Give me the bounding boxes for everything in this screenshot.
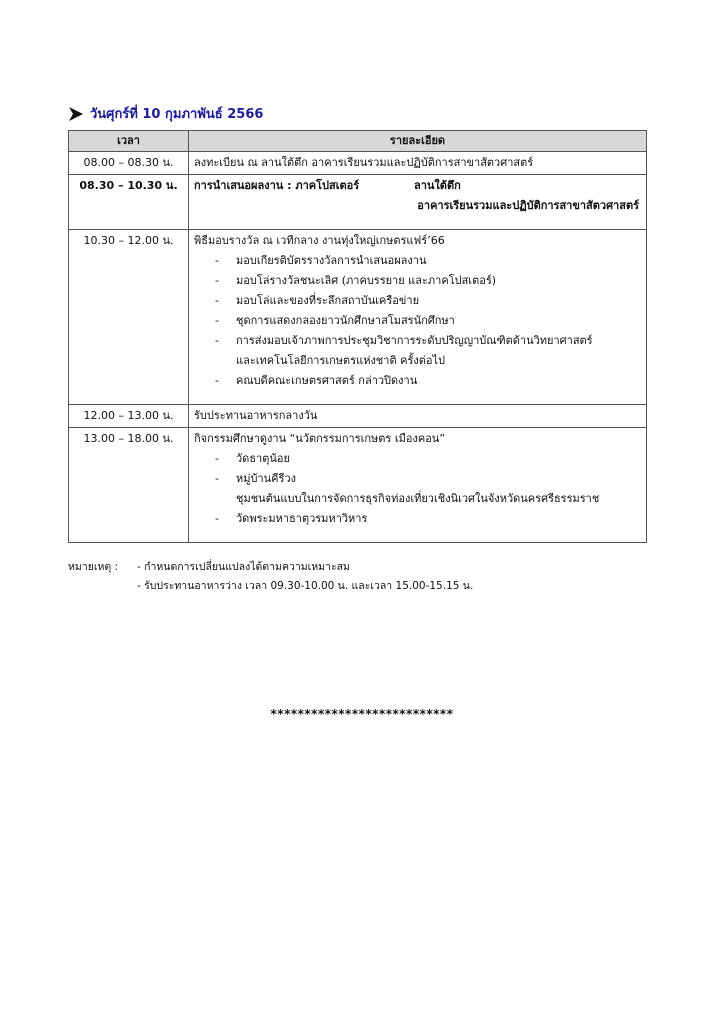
table-row xyxy=(69,405,647,428)
list-item: - วัดธาตุน้อย xyxy=(212,449,641,469)
list-item: - มอบโล่รางวัลชนะเลิศ (ภาคบรรยาย และภาคโปสเตอร์) xyxy=(212,271,641,291)
day-heading xyxy=(68,103,263,124)
schedule-table xyxy=(68,130,647,543)
poster-session-building: อาคารเรียนรวมและปฏิบัติการสาขาสัตวศาสตร์ xyxy=(417,199,639,212)
table-row xyxy=(69,152,647,175)
table-row xyxy=(69,175,647,230)
list-item-text: หมู่บ้านคีรีวง xyxy=(236,472,296,485)
details-cell: รับประทานอาหารกลางวัน xyxy=(189,405,647,428)
list-item: - ชุดการแสดงกลองยาวนักศึกษาสโมสรนักศึกษา xyxy=(212,311,641,331)
list-item: - คณบดีคณะเกษตรศาสตร์ กล่าวปิดงาน xyxy=(212,371,641,391)
poster-session-topic: การนำเสนอผลงาน : ภาคโปสเตอร์ xyxy=(194,179,360,192)
time-cell: 12.00 – 13.00 น. xyxy=(69,405,189,428)
poster-session-place: ลานใต้ตึก xyxy=(414,179,461,192)
details-cell: ลงทะเบียน ณ ลานใต้ตึก อาคารเรียนรวมและปฏิบัติการสาขาสัตวศาสตร์ xyxy=(189,152,647,175)
study-visit-title: กิจกรรมศึกษาดูงาน “นวัตกรรมการเกษตร เมืองคอน” xyxy=(194,432,446,445)
list-item xyxy=(212,469,641,509)
list-item: - มอบโล่และของที่ระลึกสถาบันเครือข่าย xyxy=(212,291,641,311)
end-separator: *************************** xyxy=(270,707,454,721)
column-header-time: เวลา xyxy=(69,131,189,152)
time-cell: 08.00 – 08.30 น. xyxy=(69,152,189,175)
list-item: - มอบเกียรติบัตรรางวัลการนำเสนอผลงาน xyxy=(212,251,641,271)
list-item: - วัดพระมหาธาตุวรมหาวิหาร xyxy=(212,509,641,529)
day-heading-text: วันศุกร์ที่ 10 กุมภาพันธ์ 2566 xyxy=(90,107,264,122)
study-visit-items xyxy=(194,449,641,529)
details-cell xyxy=(189,230,647,405)
time-cell: 13.00 – 18.00 น. xyxy=(69,428,189,543)
table-row xyxy=(69,428,647,543)
notes-label: หมายเหตุ : xyxy=(68,561,119,573)
notes xyxy=(68,558,473,596)
list-item xyxy=(212,331,641,371)
details-cell xyxy=(189,175,647,230)
ceremony-items xyxy=(194,251,641,391)
table-header-row xyxy=(69,131,647,152)
list-item-continuation: ชุมชนต้นแบบในการจัดการธุรกิจท่องเที่ยวเชิงนิเวศในจังหวัดนครศรีธรรมราช xyxy=(236,492,600,505)
list-item-continuation: และเทคโนโลยีการเกษตรแห่งชาติ ครั้งต่อไป xyxy=(236,354,445,367)
table-row xyxy=(69,230,647,405)
arrow-bullet-icon xyxy=(68,106,84,122)
time-cell: 08.30 – 10.30 น. xyxy=(69,175,189,230)
list-item-text: การส่งมอบเจ้าภาพการประชุมวิชาการระดับปริญญาบัณฑิตด้านวิทยาศาสตร์ xyxy=(236,334,593,347)
note-item: - รับประทานอาหารว่าง เวลา 09.30-10.00 น. และเวลา 15.00-15.15 น. xyxy=(137,580,474,592)
note-item: - กำหนดการเปลี่ยนแปลงได้ตามความเหมาะสม xyxy=(137,561,350,573)
time-cell: 10.30 – 12.00 น. xyxy=(69,230,189,405)
column-header-details: รายละเอียด xyxy=(189,131,647,152)
ceremony-title: พิธีมอบรางวัล ณ เวทีกลาง งานทุ่งใหญ่เกษตรแฟร์’66 xyxy=(194,234,445,247)
details-cell xyxy=(189,428,647,543)
